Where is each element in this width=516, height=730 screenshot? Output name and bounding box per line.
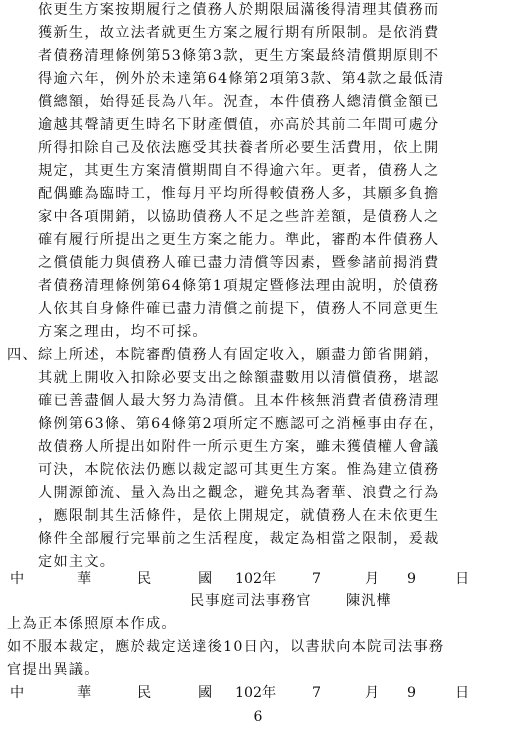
date-month-label: 月	[365, 571, 380, 587]
date-char: 民	[137, 685, 152, 701]
date-line	[7, 569, 470, 589]
date-char: 民	[137, 571, 152, 587]
date-month: 7	[312, 571, 322, 587]
date-day-label: 日	[455, 571, 470, 587]
certification-line: 上為正本係照原本作成。	[7, 616, 177, 632]
paragraph-line: 者債務清理條例第53條第3款，更生方案最終清償期原則不	[38, 48, 440, 64]
court-division: 民事庭司法事務官	[190, 593, 312, 609]
paragraph-line: ，應限制其生活條件，是依上開規定，就債務人在未依更生	[38, 508, 440, 524]
date-month: 7	[312, 685, 322, 701]
paragraph-line: 條件全部履行完畢前之生活程度，裁定為相當之限制，爰裁	[38, 531, 440, 547]
date-line	[7, 683, 470, 703]
date-char: 華	[77, 685, 92, 701]
paragraph-line: 之償債能力與債務人確已盡力清償等因素，暨參諸前揭消費	[38, 255, 440, 271]
date-day-label: 日	[455, 685, 470, 701]
date-day: 9	[407, 571, 417, 587]
paragraph-line: 依更生方案按期履行之債務人於期限屆滿後得清理其債務而	[38, 2, 440, 18]
date-month-label: 月	[365, 685, 380, 701]
appeal-notice-line: 官提出異議。	[7, 662, 100, 678]
appeal-notice-line: 如不服本裁定，應於裁定送達後10日內，以書狀向本院司法事務	[7, 639, 445, 655]
date-char: 國	[198, 685, 213, 701]
officer-name: 陳汎樺	[346, 593, 392, 609]
paragraph-line: 所得扣除自己及依法應受其扶養者所必要生活費用，依上開	[38, 140, 440, 156]
paragraph-line: 方案之理由，均不可採。	[38, 324, 208, 340]
date-char: 國	[198, 571, 213, 587]
paragraph-line: 故債務人所提出如附件一所示更生方案，雖未獲債權人會議	[38, 439, 440, 455]
section-number: 四、	[7, 347, 38, 363]
paragraph-line: 條例第63條、第64條第2項所定不應認可之消極事由存在，	[38, 416, 445, 432]
paragraph-line: 配偶雖為臨時工，惟每月平均所得較債務人多，其願多負擔	[38, 186, 440, 202]
paragraph-line: 者債務清理條例第64條第1項規定暨修法理由說明，於債務	[38, 278, 440, 294]
paragraph-line: 得逾六年，例外於未達第64條第2項第3款、第4款之最低清	[38, 71, 445, 87]
paragraph-line: 人開源節流、量入為出之觀念，避免其為奢華、浪費之行為	[38, 485, 440, 501]
date-day: 9	[407, 685, 417, 701]
paragraph-line: 償總額，始得延長為八年。況查，本件債務人總清償金額已	[38, 94, 440, 110]
paragraph-line: 確已善盡個人最大努力為清償。且本件核無消費者債務清理	[38, 393, 440, 409]
paragraph-line: 家中各項開銷，以協助債務人不足之些許差額，是債務人之	[38, 209, 440, 225]
paragraph-line: 可決，本院依法仍應以裁定認可其更生方案。惟為建立債務	[38, 462, 440, 478]
paragraph-line: 人依其自身條件確已盡力清償之前提下，債務人不同意更生	[38, 301, 440, 317]
paragraph-line: 逾越其聲請更生時名下財產價值，亦高於其前二年間可處分	[38, 117, 440, 133]
date-year: 102	[235, 685, 263, 701]
date-year-label: 年	[262, 685, 277, 701]
paragraph-line: 其就上開收入扣除必要支出之餘額盡數用以清償債務，堪認	[38, 370, 440, 386]
date-char: 華	[77, 571, 92, 587]
paragraph-line: 規定，其更生方案清償期間自不得逾六年。更者，債務人之	[38, 163, 440, 179]
page-number: 6	[253, 709, 263, 725]
paragraph-line: 定如主文。	[38, 554, 116, 570]
paragraph-line: 獲新生，故立法者就更生方案之履行期有所限制。是依消費	[38, 25, 440, 41]
paragraph-line: 綜上所述，本院審酌債務人有固定收入，願盡力節省開銷，	[38, 347, 440, 363]
date-char: 中	[10, 571, 25, 587]
date-year-label: 年	[262, 571, 277, 587]
date-year: 102	[235, 571, 263, 587]
paragraph-line: 確有履行所提出之更生方案之能力。準此，審酌本件債務人	[38, 232, 440, 248]
date-char: 中	[10, 685, 25, 701]
